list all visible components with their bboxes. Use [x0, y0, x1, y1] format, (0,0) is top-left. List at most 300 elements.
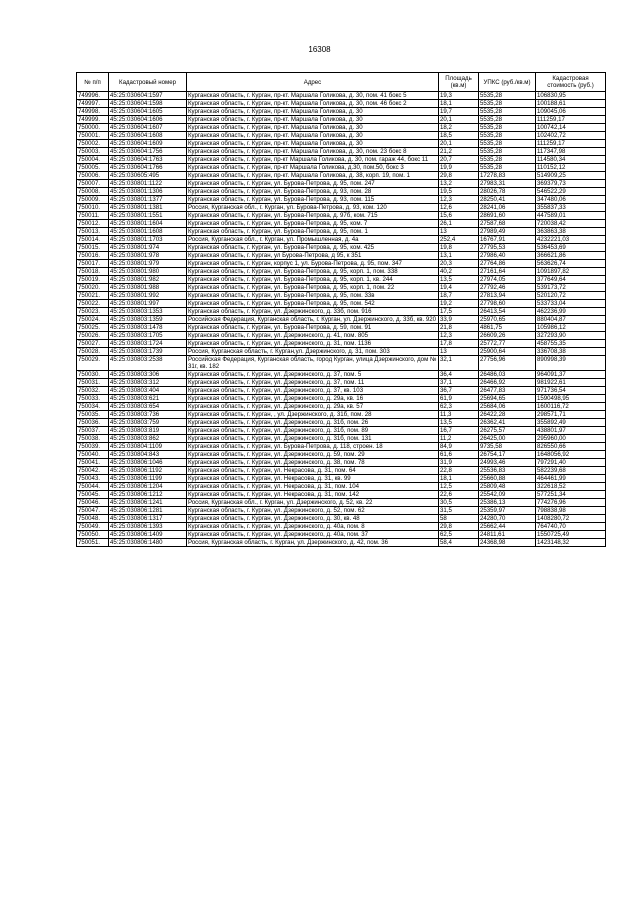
- cadastral-cost-cell: 298571,71: [536, 411, 606, 419]
- cadastral-number-cell: 45:25:030604:1756: [109, 148, 187, 156]
- upks-cell: 26362,41: [479, 419, 536, 427]
- cadastral-cost-cell: 347480,06: [536, 196, 606, 204]
- cadastral-cost-cell: 981922,61: [536, 379, 606, 387]
- upks-cell: 26425,00: [479, 435, 536, 443]
- table-row: [77, 411, 606, 419]
- address-cell: Курганская область, г. Курган, ул. Бурова-Петрова, д. 95, пом. 1: [187, 228, 439, 236]
- cadastral-cost-cell: 577251,34: [536, 491, 606, 499]
- row-number-cell: 750037.: [77, 427, 109, 435]
- table-row: [77, 356, 606, 371]
- table-row: [77, 371, 606, 379]
- cadastral-cost-cell: 890998,39: [536, 356, 606, 371]
- address-cell: Курганская область, г. Курган, ул. Дзержинского, д. 31б, пом. 89: [187, 427, 439, 435]
- address-cell: Курганская область, г. Курган, ул. Дзержинского, д. 41, пом. 805: [187, 332, 439, 340]
- table-row: [77, 172, 606, 180]
- row-number-cell: 750014.: [77, 236, 109, 244]
- row-number-cell: 750003.: [77, 148, 109, 156]
- cadastral-cost-cell: 797291,40: [536, 459, 606, 467]
- cadastral-number-cell: 45:25:030803:312: [109, 379, 187, 387]
- upks-cell: 26422,28: [479, 411, 536, 419]
- area-cell: 12,6: [439, 204, 479, 212]
- area-cell: 29,8: [439, 523, 479, 531]
- table-row: [77, 108, 606, 116]
- upks-cell: 5535,28: [479, 108, 536, 116]
- address-cell: Курганская область, г. Курган, ул. Бурова-Петрова, д. 97б, ком. 715: [187, 212, 439, 220]
- cadastral-cost-cell: 105986,12: [536, 324, 606, 332]
- area-cell: 18,1: [439, 100, 479, 108]
- upks-cell: 26275,57: [479, 427, 536, 435]
- area-cell: 17,5: [439, 308, 479, 316]
- area-cell: 36,4: [439, 371, 479, 379]
- upks-cell: 25809,48: [479, 483, 536, 491]
- row-number-cell: 750032.: [77, 387, 109, 395]
- cadastral-number-cell: 45:25:030806:1204: [109, 483, 187, 491]
- cadastral-number-cell: 45:25:030804:843: [109, 451, 187, 459]
- table-row: [77, 284, 606, 292]
- upks-cell: 25386,13: [479, 499, 536, 507]
- address-cell: Курганская область, г. Курган, ул. Некрасова, д. 31, пом. 142: [187, 491, 439, 499]
- address-cell: Курганская область, г. Курган, ул. Некрасова, д. 31, пом. 64: [187, 467, 439, 475]
- table-row: [77, 244, 606, 252]
- cadastral-number-cell: 45:25:030803:654: [109, 403, 187, 411]
- row-number-cell: 750048.: [77, 515, 109, 523]
- column-header-area: Площадь (кв.м): [439, 73, 479, 92]
- cadastral-number-cell: 45:25:030803:2538: [109, 356, 187, 371]
- table-row: [77, 539, 606, 547]
- cadastral-number-cell: 45:25:030801:980: [109, 268, 187, 276]
- upks-cell: 24368,98: [479, 539, 536, 547]
- row-number-cell: 750004.: [77, 156, 109, 164]
- table-row: [77, 451, 606, 459]
- cadastral-number-cell: 45:25:030604:1598: [109, 100, 187, 108]
- cadastral-number-cell: 45:25:030806:1281: [109, 507, 187, 515]
- cadastral-cost-cell: 447589,01: [536, 212, 606, 220]
- table-row: [77, 491, 606, 499]
- area-cell: 62,5: [439, 531, 479, 539]
- upks-cell: 9735,58: [479, 443, 536, 451]
- area-cell: 11,2: [439, 435, 479, 443]
- row-number-cell: 749999.: [77, 116, 109, 124]
- area-cell: 13,2: [439, 180, 479, 188]
- row-number-cell: 750043.: [77, 475, 109, 483]
- address-cell: Курганская область, г. Курган, ул. Дзержинского, д. 37, пом. 5: [187, 371, 439, 379]
- table-row: [77, 531, 606, 539]
- area-cell: 18,1: [439, 475, 479, 483]
- cadastral-number-cell: 45:25:030604:1606: [109, 116, 187, 124]
- upks-cell: 26466,92: [479, 379, 536, 387]
- upks-cell: 25900,64: [479, 348, 536, 356]
- area-cell: 61,9: [439, 395, 479, 403]
- area-cell: 18,7: [439, 292, 479, 300]
- area-cell: 19,8: [439, 244, 479, 252]
- table-row: [77, 340, 606, 348]
- area-cell: 22,6: [439, 491, 479, 499]
- area-cell: 31,9: [439, 459, 479, 467]
- address-cell: Курганская область, г. Курган, ул. Дзержинского, д. 37, пом. 11: [187, 379, 439, 387]
- column-header-number: № п/п: [77, 73, 109, 92]
- area-cell: 30,5: [439, 499, 479, 507]
- row-number-cell: 750000.: [77, 124, 109, 132]
- upks-cell: 25684,06: [479, 403, 536, 411]
- cadastral-number-cell: 45:25:030806:1212: [109, 491, 187, 499]
- cadastral-number-cell: 45:25:030803:819: [109, 427, 187, 435]
- table-row: [77, 300, 606, 308]
- row-number-cell: 750024.: [77, 316, 109, 324]
- cadastral-number-cell: 45:25:030806:1192: [109, 467, 187, 475]
- cadastral-number-cell: 45:25:030801:1604: [109, 220, 187, 228]
- cadastral-number-cell: 45:25:030803:404: [109, 387, 187, 395]
- address-cell: Курганская область, г. Курган, ул. Бурова-Петрова, д. 93, пом. 115: [187, 196, 439, 204]
- cadastral-number-cell: 45:25:030605:495: [109, 172, 187, 180]
- address-cell: Курганская область, г. Курган, ул. Дзержинского, д. 29а, кв. 16: [187, 395, 439, 403]
- column-header-address: Адрес: [187, 73, 439, 92]
- cadastral-cost-cell: 363863,38: [536, 228, 606, 236]
- upks-cell: 28250,41: [479, 196, 536, 204]
- cadastral-cost-cell: 366621,86: [536, 252, 606, 260]
- table-row: [77, 348, 606, 356]
- upks-cell: 27792,46: [479, 284, 536, 292]
- area-cell: 18,5: [439, 132, 479, 140]
- table-row: [77, 324, 606, 332]
- address-cell: Курганская область, г. Курган, ул. Дзержинского, д. 30, кв. 48: [187, 515, 439, 523]
- cadastral-number-cell: 45:25:030803:1353: [109, 308, 187, 316]
- upks-cell: 5535,28: [479, 164, 536, 172]
- cadastral-number-cell: 45:25:030804:1109: [109, 443, 187, 451]
- cadastral-cost-cell: 563626,74: [536, 260, 606, 268]
- address-cell: Курганская область, г. Курган, ул. Дзержинского, д. 31б, пом. 26: [187, 419, 439, 427]
- table-row: [77, 92, 606, 100]
- table-row: [77, 467, 606, 475]
- row-number-cell: 750019.: [77, 276, 109, 284]
- table-row: [77, 475, 606, 483]
- cadastral-cost-cell: 377649,64: [536, 276, 606, 284]
- table-row: [77, 188, 606, 196]
- cadastral-cost-cell: 327293,90: [536, 332, 606, 340]
- cadastral-number-cell: 45:25:030604:1763: [109, 156, 187, 164]
- cadastral-cost-cell: 462236,99: [536, 308, 606, 316]
- cadastral-number-cell: 45:25:030604:1608: [109, 132, 187, 140]
- address-cell: Курганская область, г. Курган, ул. Бурова-Петрова, д. 95, пом. 542: [187, 300, 439, 308]
- area-cell: 13,5: [439, 276, 479, 284]
- area-cell: 22,8: [439, 467, 479, 475]
- cadastral-cost-cell: 536453,69: [536, 244, 606, 252]
- cadastral-number-cell: 45:25:030604:1609: [109, 140, 187, 148]
- area-cell: 19,2: [439, 300, 479, 308]
- upks-cell: 27813,94: [479, 292, 536, 300]
- table-row: [77, 100, 606, 108]
- area-cell: 19,5: [439, 188, 479, 196]
- area-cell: 13,5: [439, 419, 479, 427]
- row-number-cell: 750029.: [77, 356, 109, 371]
- upks-cell: 24811,61: [479, 531, 536, 539]
- upks-cell: 16767,91: [479, 236, 536, 244]
- cadastral-number-cell: 45:25:030801:978: [109, 252, 187, 260]
- area-cell: 58,4: [439, 539, 479, 547]
- table-row: [77, 220, 606, 228]
- cadastral-cost-cell: 1600116,72: [536, 403, 606, 411]
- table-row: [77, 156, 606, 164]
- cadastral-cost-cell: 720038,42: [536, 220, 606, 228]
- address-cell: Курганская область, г. Курган, ул. Бурова-Петрова, д. 95, корп. 1, пом. 338: [187, 268, 439, 276]
- upks-cell: 27989,49: [479, 228, 536, 236]
- cadastral-number-cell: 45:25:030803:1478: [109, 324, 187, 332]
- cadastral-number-cell: 45:25:030803:306: [109, 371, 187, 379]
- row-number-cell: 750038.: [77, 435, 109, 443]
- address-cell: Курганская область, г. Курган, ул. Дзержинского, д. 40а, пом. 8: [187, 523, 439, 531]
- cadastral-number-cell: 45:25:030604:1766: [109, 164, 187, 172]
- table-row: [77, 252, 606, 260]
- cadastral-cost-cell: 1091897,82: [536, 268, 606, 276]
- row-number-cell: 750051.: [77, 539, 109, 547]
- row-number-cell: 750028.: [77, 348, 109, 356]
- row-number-cell: 749998.: [77, 108, 109, 116]
- column-header-upks: УПКС (руб./кв.м): [479, 73, 536, 92]
- table-row: [77, 523, 606, 531]
- cadastral-cost-cell: 546522,29: [536, 188, 606, 196]
- upks-cell: 24993,46: [479, 459, 536, 467]
- area-cell: 20,1: [439, 116, 479, 124]
- upks-cell: 25536,83: [479, 467, 536, 475]
- area-cell: 29,8: [439, 172, 479, 180]
- address-cell: Курганская область, г. Курган, ул. Дзержинского, д. 33б, пом. 916: [187, 308, 439, 316]
- area-cell: 21,2: [439, 148, 479, 156]
- table-row: [77, 124, 606, 132]
- area-cell: 18,2: [439, 124, 479, 132]
- address-cell: Курганская область, г. Курган, ул. Бурова-Петрова, д. 95, пом. 33в: [187, 292, 439, 300]
- address-cell: Курганская область, г. Курган, ул. Бурова-Петрова, д. 95, ком. 7: [187, 220, 439, 228]
- row-number-cell: 750036.: [77, 419, 109, 427]
- row-number-cell: 750009.: [77, 196, 109, 204]
- address-cell: Курганская область, г. Курган, ул. Дзержинского, д. 38, пом. 78: [187, 459, 439, 467]
- area-cell: 17,8: [439, 340, 479, 348]
- area-cell: 58: [439, 515, 479, 523]
- address-cell: Курганская область, г. Курган, ул. Бурова-Петрова, д. 59, пом. 91: [187, 324, 439, 332]
- row-number-cell: 750008.: [77, 188, 109, 196]
- table-row: [77, 459, 606, 467]
- row-number-cell: 750035.: [77, 411, 109, 419]
- upks-cell: 27798,60: [479, 300, 536, 308]
- address-cell: Курганская область, г. Курган, , ул. Дзержинского, д. 31б, пом. 28: [187, 411, 439, 419]
- cadastral-cost-cell: 764740,70: [536, 523, 606, 531]
- row-number-cell: 750010.: [77, 204, 109, 212]
- address-cell: Курганская область, г. Курган, ул. Некрасова, д. 31, кв. 99: [187, 475, 439, 483]
- row-number-cell: 750016.: [77, 252, 109, 260]
- area-cell: 13: [439, 228, 479, 236]
- upks-cell: 28691,60: [479, 212, 536, 220]
- row-number-cell: 750040.: [77, 451, 109, 459]
- address-cell: Курганская область, г. Курган, ул. Бурова-Петрова, д. 95, корп. 1, кв. 244: [187, 276, 439, 284]
- address-cell: Курганская область, г. Курган, пр-кт. Маршала Голикова, д. 30: [187, 124, 439, 132]
- cadastral-cost-cell: 100188,61: [536, 100, 606, 108]
- area-cell: 13,1: [439, 252, 479, 260]
- address-cell: Курганская область, г. Курган, пр-кт. Маршала Голикова, д. 30: [187, 108, 439, 116]
- cadastral-cost-cell: 798838,98: [536, 507, 606, 515]
- cadastral-number-cell: 45:25:030801:1608: [109, 228, 187, 236]
- cadastral-number-cell: 45:25:030604:1607: [109, 124, 187, 132]
- area-cell: 36,7: [439, 387, 479, 395]
- address-cell: Россия, Курганская область, г. Курган, ул. Дзержинского, д. 42, пом. 36: [187, 539, 439, 547]
- area-cell: 62,3: [439, 403, 479, 411]
- row-number-cell: 750034.: [77, 403, 109, 411]
- area-cell: 21,8: [439, 324, 479, 332]
- row-number-cell: 750012.: [77, 220, 109, 228]
- row-number-cell: 750033.: [77, 395, 109, 403]
- cadastral-number-cell: 45:25:030806:1480: [109, 539, 187, 547]
- cadastral-cost-cell: 582239,68: [536, 467, 606, 475]
- upks-cell: 5535,28: [479, 92, 536, 100]
- table-row: [77, 316, 606, 324]
- area-cell: 16,7: [439, 427, 479, 435]
- area-cell: 37,1: [439, 379, 479, 387]
- table-row: [77, 140, 606, 148]
- cadastral-table: [76, 72, 606, 547]
- upks-cell: 28241,06: [479, 204, 536, 212]
- cadastral-number-cell: 45:25:030801:1122: [109, 180, 187, 188]
- upks-cell: 26486,03: [479, 371, 536, 379]
- table-row: [77, 427, 606, 435]
- area-cell: 15,6: [439, 212, 479, 220]
- cadastral-number-cell: 45:25:030806:1199: [109, 475, 187, 483]
- address-cell: Курганская область, г. Курган, пр-кт. Маршала Голикова, д. 30: [187, 116, 439, 124]
- area-cell: 20,3: [439, 260, 479, 268]
- area-cell: 33,9: [439, 316, 479, 324]
- cadastral-cost-cell: 117347,98: [536, 148, 606, 156]
- row-number-cell: 750018.: [77, 268, 109, 276]
- cadastral-number-cell: 45:25:030801:982: [109, 276, 187, 284]
- row-number-cell: 750005.: [77, 164, 109, 172]
- cadastral-number-cell: 45:25:030801:974: [109, 244, 187, 252]
- cadastral-cost-cell: 520120,72: [536, 292, 606, 300]
- address-cell: Курганская область, г. Курган, ул. Бурова-Петрова, д. 95, корп. 1, пом. 22: [187, 284, 439, 292]
- row-number-cell: 750050.: [77, 531, 109, 539]
- address-cell: Россия, Курганская обл., г. Курган, ул. Дзержинского, д. 52, кв. 22: [187, 499, 439, 507]
- address-cell: Курганская область, г. Курган, пр-кт. Маршала Голикова, д. 30, пом. 41 бокс 5: [187, 92, 439, 100]
- cadastral-cost-cell: 1408280,72: [536, 515, 606, 523]
- cadastral-cost-cell: 1590498,95: [536, 395, 606, 403]
- row-number-cell: 750007.: [77, 180, 109, 188]
- address-cell: Курганская область, г. Курган, пр-кт. Маршала Голикова, д. 30: [187, 132, 439, 140]
- cadastral-cost-cell: 102402,72: [536, 132, 606, 140]
- upks-cell: 5535,28: [479, 140, 536, 148]
- area-cell: 32,1: [439, 356, 479, 371]
- area-cell: 12,3: [439, 196, 479, 204]
- upks-cell: 26413,54: [479, 308, 536, 316]
- area-cell: 31,5: [439, 507, 479, 515]
- area-cell: 20,7: [439, 156, 479, 164]
- address-cell: Курганская область, г. Курган, пр-кт. Маршала Голикова, д. 30, пом. 23 бокс 8: [187, 148, 439, 156]
- table-row: [77, 204, 606, 212]
- table-row: [77, 260, 606, 268]
- upks-cell: 5535,28: [479, 156, 536, 164]
- cadastral-cost-cell: 111259,17: [536, 140, 606, 148]
- cadastral-cost-cell: 336708,38: [536, 348, 606, 356]
- table-row: [77, 499, 606, 507]
- row-number-cell: 750022.: [77, 300, 109, 308]
- address-cell: Курганская область, г. Курган, ул. Бурова-Петрова, д. 93, пом. 28: [187, 188, 439, 196]
- row-number-cell: 750025.: [77, 324, 109, 332]
- table-row: [77, 132, 606, 140]
- cadastral-cost-cell: 114580,34: [536, 156, 606, 164]
- table-row: [77, 276, 606, 284]
- upks-cell: 27764,86: [479, 260, 536, 268]
- row-number-cell: 749996.: [77, 92, 109, 100]
- cadastral-number-cell: 45:25:030803:621: [109, 395, 187, 403]
- cadastral-number-cell: 45:25:030803:1359: [109, 316, 187, 324]
- upks-cell: 27756,96: [479, 356, 536, 371]
- table-row: [77, 443, 606, 451]
- upks-cell: 17278,83: [479, 172, 536, 180]
- table-row: [77, 483, 606, 491]
- cadastral-number-cell: 45:25:030801:1306: [109, 188, 187, 196]
- cadastral-number-cell: 45:25:030803:1739: [109, 348, 187, 356]
- upks-cell: 26754,17: [479, 451, 536, 459]
- cadastral-cost-cell: 355837,33: [536, 204, 606, 212]
- row-number-cell: 749997.: [77, 100, 109, 108]
- column-header-cadastral-number: Кадастровый номер: [109, 73, 187, 92]
- header-row: [77, 73, 606, 92]
- address-cell: Курганская область, г. Курган, ул. Бурова-Петрова, д. 95, ком. 425: [187, 244, 439, 252]
- page-number: 16308: [308, 45, 331, 54]
- table-row: [77, 164, 606, 172]
- address-cell: Курганская область, г. Курган, ул. Дзержинского, д. 31, пом. 1136: [187, 340, 439, 348]
- address-cell: Курганская область, г. Курган, пр-кт. Маршала Голикова, д. 38, корп. 19, пом. 1: [187, 172, 439, 180]
- table-row: [77, 292, 606, 300]
- table-row: [77, 387, 606, 395]
- column-header-cadastral-cost: Кадастровая стоимость (руб.): [536, 73, 606, 92]
- cadastral-cost-cell: 964091,37: [536, 371, 606, 379]
- cadastral-number-cell: 45:25:030801:979: [109, 260, 187, 268]
- cadastral-cost-cell: 106830,95: [536, 92, 606, 100]
- upks-cell: 25662,44: [479, 523, 536, 531]
- upks-cell: 26609,26: [479, 332, 536, 340]
- table-row: [77, 148, 606, 156]
- upks-cell: 5535,28: [479, 100, 536, 108]
- upks-cell: 25970,65: [479, 316, 536, 324]
- table-row: [77, 419, 606, 427]
- address-cell: Курганская область, г. Курган, пр-кт. Маршала Голикова, д. 30, пом. 46 бокс 2: [187, 100, 439, 108]
- table-row: [77, 403, 606, 411]
- row-number-cell: 750020.: [77, 284, 109, 292]
- cadastral-number-cell: 45:25:030803:1705: [109, 332, 187, 340]
- cadastral-number-cell: 45:25:030806:1317: [109, 515, 187, 523]
- cadastral-cost-cell: 539173,72: [536, 284, 606, 292]
- address-cell: Курганская область, г. Курган, ул. Бурова-Петрова, д. 118, строен. 18: [187, 443, 439, 451]
- cadastral-number-cell: 45:25:030806:1409: [109, 531, 187, 539]
- row-number-cell: 750017.: [77, 260, 109, 268]
- upks-cell: 5535,28: [479, 116, 536, 124]
- row-number-cell: 750044.: [77, 483, 109, 491]
- area-cell: 13: [439, 348, 479, 356]
- cadastral-cost-cell: 514909,25: [536, 172, 606, 180]
- cadastral-cost-cell: 1550725,49: [536, 531, 606, 539]
- table-row: [77, 236, 606, 244]
- table-row: [77, 228, 606, 236]
- cadastral-cost-cell: 971736,54: [536, 387, 606, 395]
- table-row: [77, 515, 606, 523]
- cadastral-cost-cell: 1423148,32: [536, 539, 606, 547]
- address-cell: Российская Федерация, Курганская область, г. Курган, ул. Дзержинского, д. 33б, кв. 920: [187, 316, 439, 324]
- cadastral-number-cell: 45:25:030801:1703: [109, 236, 187, 244]
- table-row: [77, 196, 606, 204]
- cadastral-cost-cell: 880404,87: [536, 316, 606, 324]
- cadastral-cost-cell: 4232221,03: [536, 236, 606, 244]
- cadastral-cost-cell: 322618,52: [536, 483, 606, 491]
- upks-cell: 27974,05: [479, 276, 536, 284]
- cadastral-number-cell: 45:25:030803:759: [109, 419, 187, 427]
- upks-cell: 27983,31: [479, 180, 536, 188]
- row-number-cell: 750046.: [77, 499, 109, 507]
- cadastral-cost-cell: 109045,06: [536, 108, 606, 116]
